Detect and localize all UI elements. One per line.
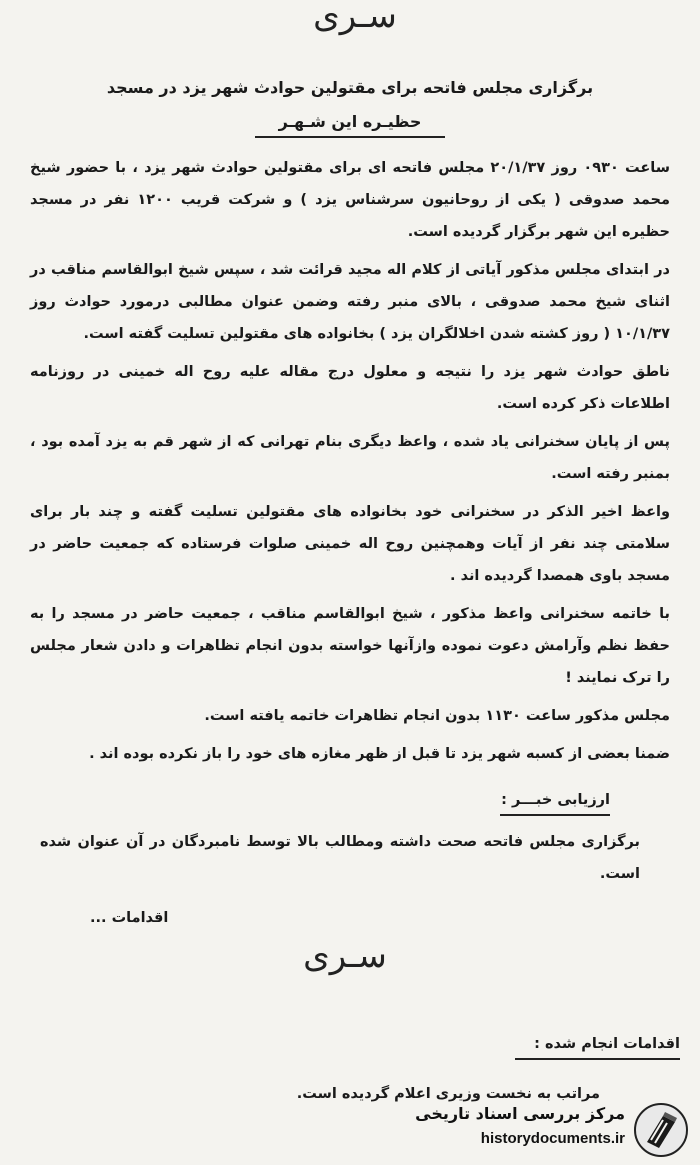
evaluation-text: برگزاری مجلس فاتحه صحت داشته ومطالب بالا توسط نامبردگان در آن عنوان شده است. <box>40 834 640 882</box>
paragraph-3: ناطق حوادث شهر یزد را نتیجه و معلول درج مقاله علیه روح اله خمینی در روزنامه اطلاعات ذکر کرده است. <box>30 364 670 412</box>
archive-watermark <box>410 1098 695 1160</box>
paragraph-1: ساعت ۰۹۳۰ روز ۲۰/۱/۳۷ مجلس فاتحه ای برای مقتولین حوادث شهر یزد ، با حضور شیخ محمد صدوقی ( یکی از روحانیون سرشناس یزد ) و شرکت قریب ۱۲۰۰ نفر در مسجد حظیره این شهر برگزار گردیده است. <box>30 160 670 240</box>
actions-done-heading: اقدامات انجام شده : <box>534 1036 680 1052</box>
evaluation-underline <box>500 814 610 816</box>
document-subtitle: حظیـره این شـهـر <box>278 112 422 131</box>
archive-logo-icon <box>633 1102 689 1158</box>
paragraph-8: ضمنا بعضی از کسبه شهر یزد تا قبل از ظهر مغازه های خود را باز نکرده بوده اند . <box>89 746 670 762</box>
classification-stamp-top: سـری <box>313 0 397 36</box>
document-title: برگزاری مجلس فاتحه برای مقتولین حوادث شهر یزد در مسجد <box>106 78 594 97</box>
subtitle-underline <box>255 136 445 138</box>
paragraph-7: مجلس مذکور ساعت ۱۱۳۰ بدون انجام تظاهرات خاتمه یافته است. <box>204 708 670 724</box>
report-body <box>30 152 670 776</box>
watermark-title: مرکز بررسی اسناد تاریخی <box>415 1104 625 1123</box>
paragraph-2: در ابتدای مجلس مذکور آیاتی از کلام اله مجید قرائت شد ، سپس شیخ ابوالقاسم مناقب در اثنای شیخ محمد صدوقی ، بالای منبر رفته وضمن عنوان مطالبی درمورد حوادث روز ۱۰/۱/۳۷ ( روز کشته شدن اخلالگران یزد ) بخانواده های مقتولین تسلیت گفته است. <box>30 262 670 342</box>
evaluation-heading: ارزیابی خبـــر : <box>501 792 610 808</box>
actions-done-text: مراتب به نخست وزیری اعلام گردیده است. <box>296 1086 600 1102</box>
paragraph-4: پس از پایان سخنرانی یاد شده ، واعظ دیگری بنام تهرانی که از شهر قم به یزد آمده بود ، بمنبر رفته است. <box>30 434 670 482</box>
classification-stamp-bottom: سـری <box>303 936 387 976</box>
actions-label: اقدامات ... <box>90 910 169 926</box>
paragraph-6: با خاتمه سخنرانی واعظ مذکور ، شیخ ابوالقاسم مناقب ، جمعیت حاضر در مسجد را به حفظ نظم وآرامش دعوت نموده وازآنها خواسته بدون انجام تظاهرات و دادن شعار مجلس را ترک نمایند ! <box>30 606 670 686</box>
watermark-url: historydocuments.ir <box>480 1130 625 1147</box>
actions-done-underline <box>515 1058 680 1060</box>
paragraph-5: واعظ اخیر الذکر در سخنرانی خود بخانواده های مقتولین تسلیت گفته و چند بار برای سلامتی چند نفر از آیات وهمچنین روح اله خمینی صلوات فرستاده که جمعیت حاضر در مسجد باوی همصدا گردیده اند . <box>30 504 670 584</box>
